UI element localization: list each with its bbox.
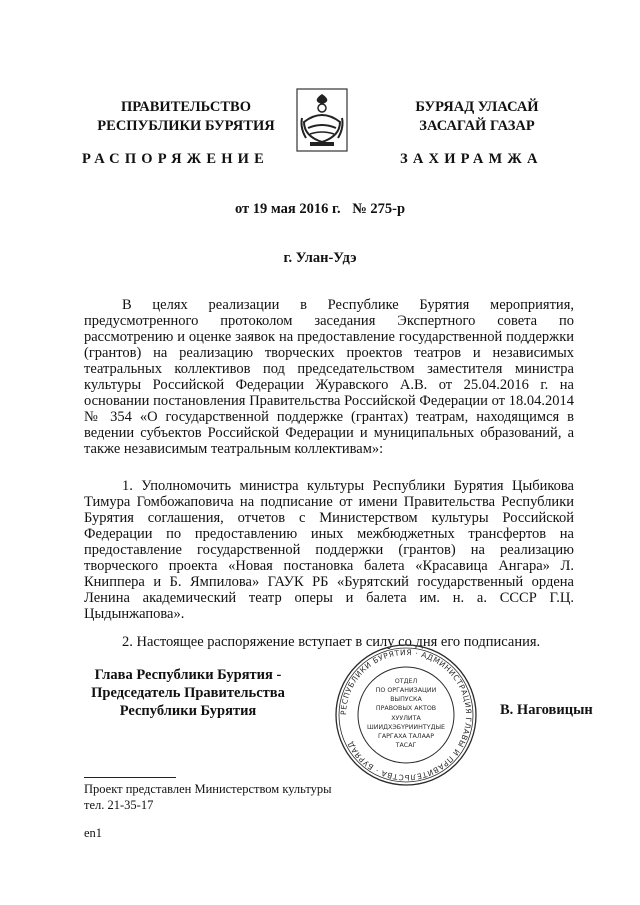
seal-line: ПО ОРГАНИЗАЦИИ (375, 687, 437, 694)
item-2-paragraph: 2. Настоящее распоряжение вступает в силу со дня его подписания. (122, 634, 541, 650)
coat-of-arms-emblem (296, 88, 348, 152)
header-left-line2: РЕСПУБЛИКИ БУРЯТИЯ (97, 118, 275, 134)
seal-line: ВЫПУСКА (390, 696, 422, 703)
header-left (80, 98, 292, 136)
seal-line: ШИИДХЭБҮРИИНТҮДЫЕ (366, 724, 446, 731)
doc-city: г. Улан-Удэ (283, 250, 357, 266)
footnote-divider (84, 777, 176, 778)
executor-code: en1 (84, 826, 103, 840)
doc-date: от 19 мая 2016 г. (234, 201, 341, 217)
header-left-line1: ПРАВИТЕЛЬСТВО (121, 99, 251, 115)
seal-line: ТАСАГ (395, 742, 417, 749)
footnote-line2: тел. 21-35-17 (84, 798, 154, 812)
signatory-title (82, 666, 294, 720)
footnote-line1: Проект представлен Министерством культуры (84, 782, 332, 796)
doc-number: № 275-р (352, 201, 406, 217)
header-right-line1: БУРЯАД УЛАСАЙ (415, 99, 539, 115)
date-number-line (0, 201, 640, 218)
intro-paragraph: В целях реализации в Республике Бурятия мероприятия, предусмотренного протоколом заседания Экспертного совета по рассмотрению и оценке заявок на предоставление государственной поддержки (грантов) на реализацию творческих проектов театров и независимых театральных коллективов под председательством заместителя министра культуры Российской Федерации Журавского А.В. от 25.04.2016 г. на основании постановления Правительства Российской Федерации от 18.04.2014 № 354 «О государственной поддержке (грантах) театрам, находящимся в ведении субъектов Российской Федерации и муниципальных образований, а также независимым театральным коллективам»: (84, 297, 574, 457)
signatory-name: В. Наговицын (500, 702, 593, 718)
header-right (372, 98, 582, 136)
header-right-line2: ЗАСАГАЙ ГАЗАР (419, 118, 535, 134)
doc-kind-right: ЗАХИРАМЖА (400, 151, 543, 167)
item-1-paragraph: 1. Уполномочить министра культуры Республики Бурятия Цыбикова Тимура Гомбожаповича на подписание от имени Правительства Республики Бурятия соглашения, отчетов с Министерством культуры Российской Федерации по предоставлению иных межбюджетных трансфертов на предоставление государственной поддержки (грантов) на реализацию творческого проекта «Новая постановка балета «Красавица Ангара» Л. Книппера и Б. Ямпилова» ГАУК РБ «Бурятский государственный ордена Ленина академический театр оперы и балета им. н. а. СССР Г.Ц. Цыдынжапова». (84, 478, 574, 622)
seal-line: ПРАВОВЫХ АКТОВ (375, 705, 437, 712)
seal-outer-text: РЕСПУБЛИКИ БУРЯТИЯ · АДМИНИСТРАЦИЯ ГЛАВЫ И ПРАВИТЕЛЬСТВА · БУРЯАД (338, 647, 474, 783)
official-seal (316, 640, 496, 790)
signatory-title-line2: Председатель Правительства (91, 685, 285, 701)
doc-kind-left: РАСПОРЯЖЕНИЕ (82, 151, 270, 167)
seal-line: ХУУЛИТА (391, 715, 421, 722)
seal-line: ОТДЕЛ (394, 678, 418, 685)
footnote (84, 781, 332, 813)
signatory-title-line1: Глава Республики Бурятия - (94, 667, 282, 683)
signatory-title-line3: Республики Бурятия (119, 703, 257, 719)
seal-line: ГАРГАХА ТАЛААР (377, 733, 435, 740)
